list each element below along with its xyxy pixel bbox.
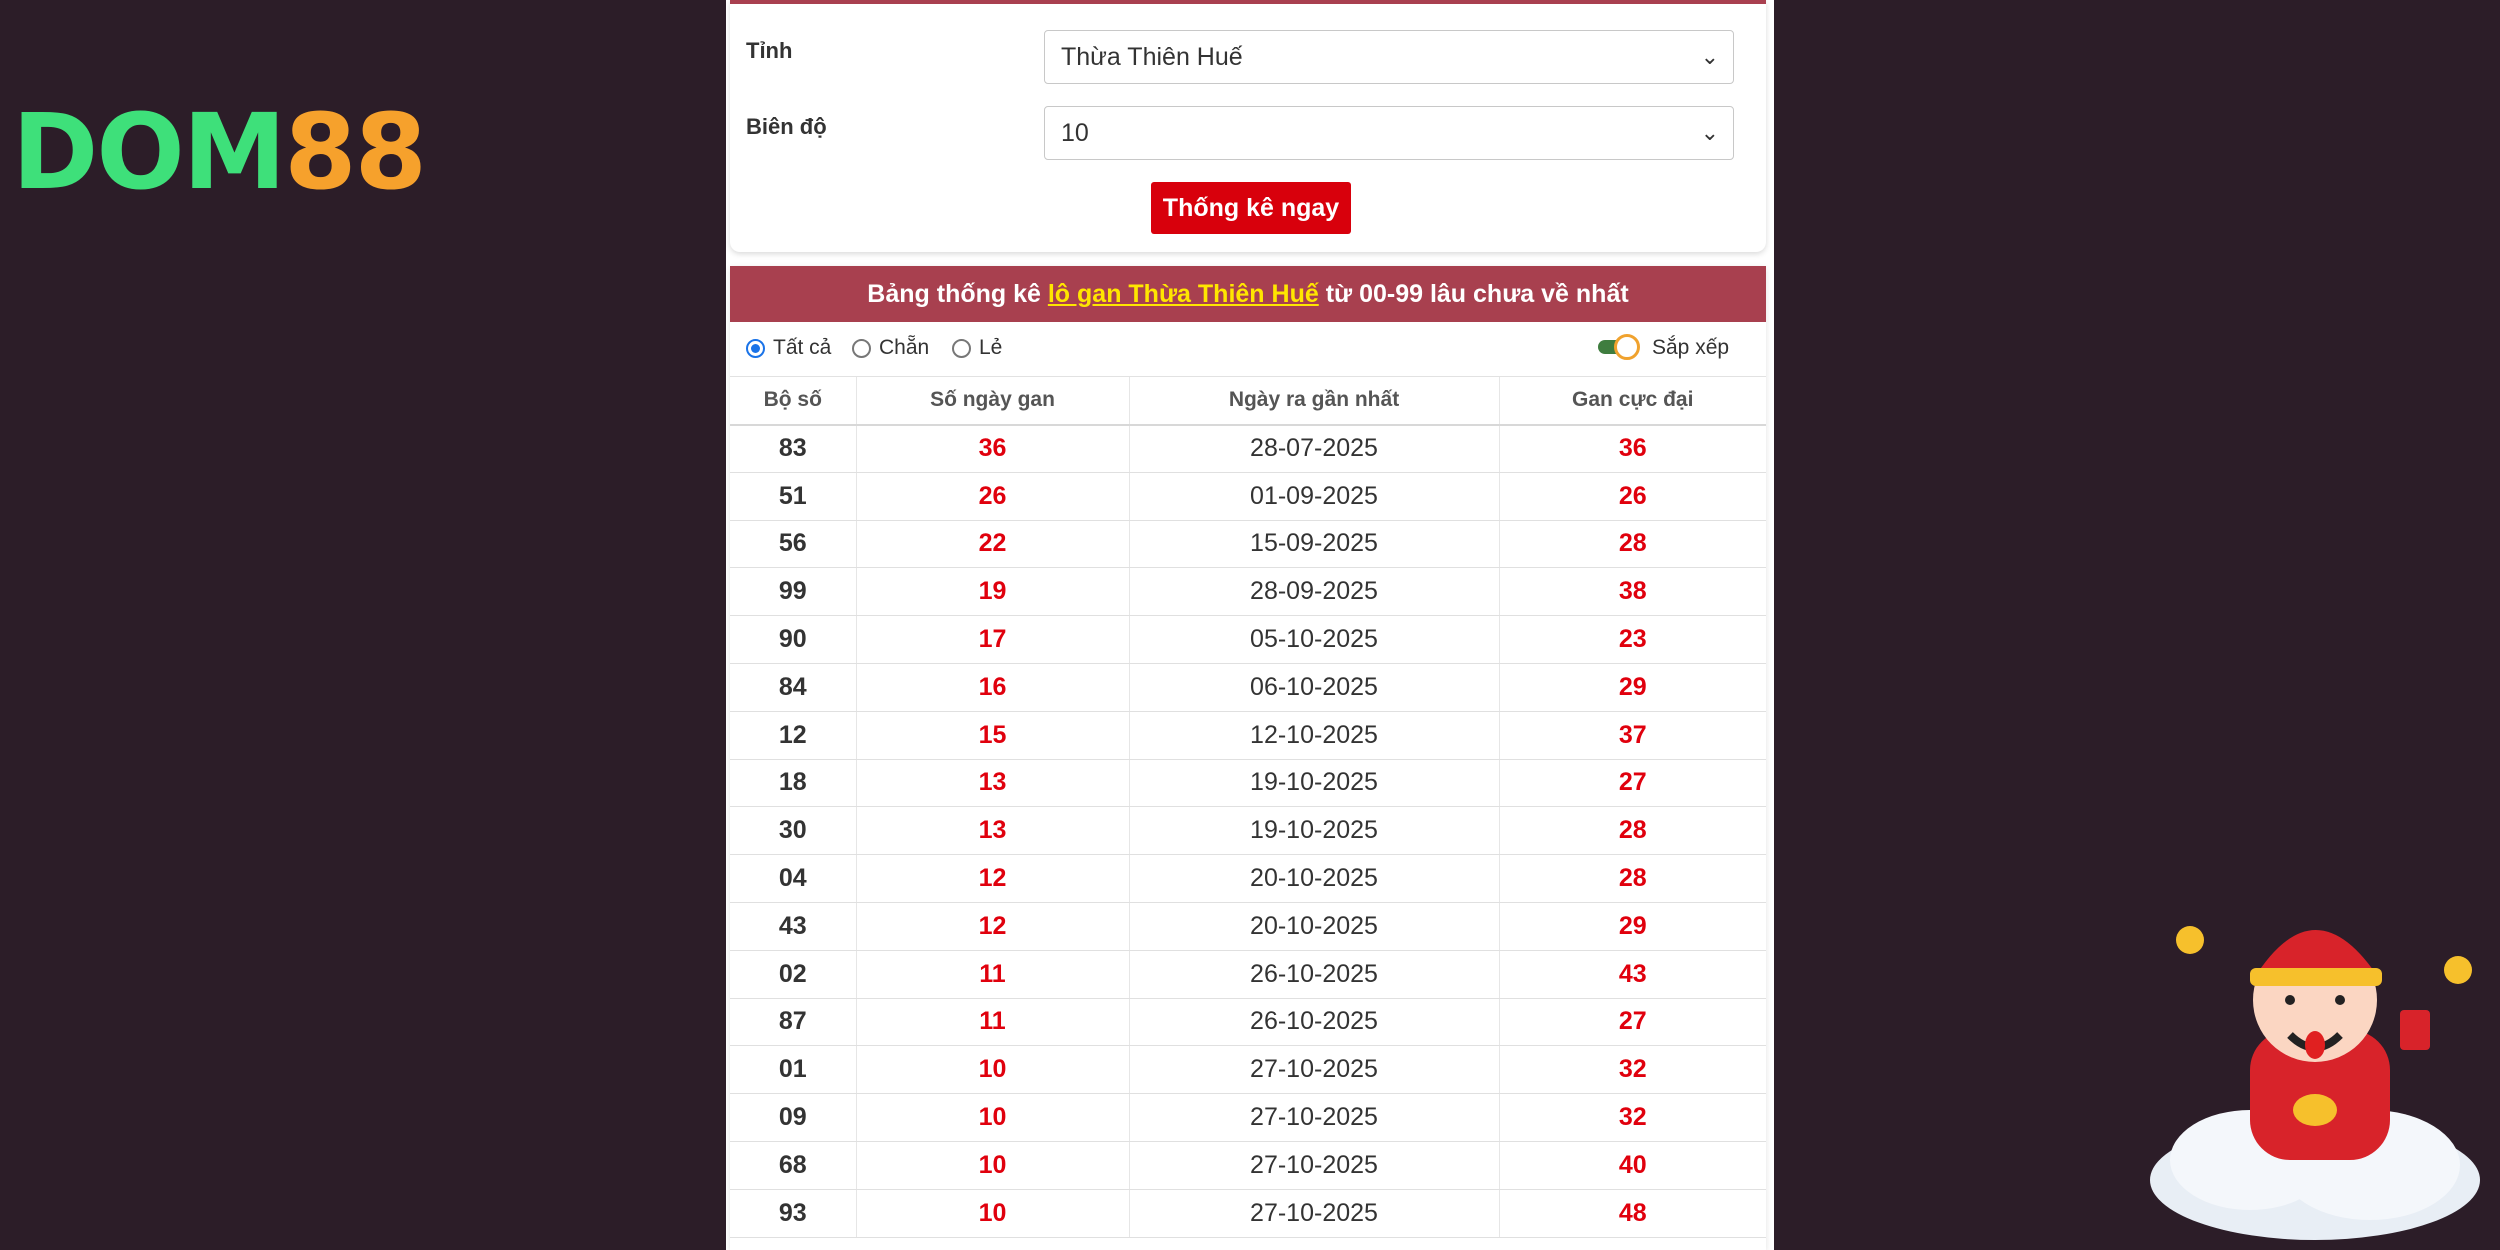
table-row xyxy=(730,663,1766,711)
table-row xyxy=(730,1094,1766,1142)
sort-label: Sắp xếp xyxy=(1652,336,1730,359)
cell-days-gan: 12 xyxy=(856,902,1129,950)
table-row xyxy=(730,950,1766,998)
cell-days-gan: 12 xyxy=(856,855,1129,903)
filter-bar xyxy=(730,322,1766,376)
province-select-value: Thừa Thiên Huế xyxy=(1061,43,1243,71)
cell-number: 56 xyxy=(730,520,856,568)
logo-text-dom: DOM xyxy=(12,91,285,213)
table-row xyxy=(730,1141,1766,1189)
table-row xyxy=(730,472,1766,520)
cell-last-date: 06-10-2025 xyxy=(1129,663,1499,711)
cell-last-date: 27-10-2025 xyxy=(1129,1046,1499,1094)
cell-last-date: 26-10-2025 xyxy=(1129,950,1499,998)
cell-days-gan: 13 xyxy=(856,807,1129,855)
table-title-prefix: Bảng thống kê xyxy=(867,280,1048,308)
cell-max-gan: 38 xyxy=(1499,568,1766,616)
table-row xyxy=(730,759,1766,807)
filter-all-label: Tất cả xyxy=(773,336,832,359)
header-last-date: Ngày ra gần nhất xyxy=(1129,377,1499,425)
filter-even-radio[interactable] xyxy=(852,336,929,360)
cell-number: 30 xyxy=(730,807,856,855)
table-row xyxy=(730,1189,1766,1237)
province-select[interactable] xyxy=(1044,30,1734,84)
cell-days-gan: 16 xyxy=(856,663,1129,711)
table-title-suffix: từ 00-99 lâu chưa về nhất xyxy=(1318,280,1629,308)
cell-max-gan: 26 xyxy=(1499,472,1766,520)
cell-max-gan: 37 xyxy=(1499,711,1766,759)
table-row xyxy=(730,855,1766,903)
cell-days-gan: 19 xyxy=(856,568,1129,616)
cell-days-gan: 17 xyxy=(856,616,1129,664)
cell-last-date: 15-09-2025 xyxy=(1129,520,1499,568)
sort-toggle[interactable] xyxy=(1598,334,1640,360)
cell-last-date: 27-10-2025 xyxy=(1129,1094,1499,1142)
table-row xyxy=(730,998,1766,1046)
toggle-knob xyxy=(1614,334,1640,360)
stats-table xyxy=(730,376,1766,1238)
cell-number: 01 xyxy=(730,1046,856,1094)
table-row xyxy=(730,807,1766,855)
table-row xyxy=(730,1046,1766,1094)
filter-all-radio[interactable] xyxy=(746,336,831,360)
cell-number: 68 xyxy=(730,1141,856,1189)
cell-max-gan: 43 xyxy=(1499,950,1766,998)
header-days-gan: Số ngày gan xyxy=(856,377,1129,425)
cell-days-gan: 10 xyxy=(856,1141,1129,1189)
cell-max-gan: 32 xyxy=(1499,1094,1766,1142)
cell-last-date: 28-07-2025 xyxy=(1129,425,1499,473)
submit-stats-button[interactable]: Thống kê ngay xyxy=(1151,182,1351,234)
range-select[interactable] xyxy=(1044,106,1734,160)
cell-number: 04 xyxy=(730,855,856,903)
cell-days-gan: 10 xyxy=(856,1046,1129,1094)
cell-last-date: 26-10-2025 xyxy=(1129,998,1499,1046)
cell-last-date: 01-09-2025 xyxy=(1129,472,1499,520)
cell-days-gan: 26 xyxy=(856,472,1129,520)
radio-dot xyxy=(852,339,871,358)
header-number: Bộ số xyxy=(730,377,856,425)
filter-form xyxy=(730,0,1766,252)
brand-logo xyxy=(12,91,425,213)
cell-number: 99 xyxy=(730,568,856,616)
cell-last-date: 19-10-2025 xyxy=(1129,759,1499,807)
table-row xyxy=(730,520,1766,568)
cell-last-date: 20-10-2025 xyxy=(1129,902,1499,950)
cell-days-gan: 36 xyxy=(856,425,1129,473)
cell-last-date: 05-10-2025 xyxy=(1129,616,1499,664)
table-row xyxy=(730,616,1766,664)
cell-number: 02 xyxy=(730,950,856,998)
table-row xyxy=(730,711,1766,759)
filter-odd-label: Lẻ xyxy=(979,336,1003,359)
table-title-link[interactable]: lô gan Thừa Thiên Huế xyxy=(1047,280,1319,308)
radio-dot xyxy=(952,339,971,358)
cell-last-date: 27-10-2025 xyxy=(1129,1141,1499,1189)
cell-number: 87 xyxy=(730,998,856,1046)
table-header-row xyxy=(730,377,1766,425)
cell-number: 09 xyxy=(730,1094,856,1142)
cell-max-gan: 27 xyxy=(1499,759,1766,807)
cell-last-date: 20-10-2025 xyxy=(1129,855,1499,903)
cell-max-gan: 28 xyxy=(1499,807,1766,855)
cell-days-gan: 11 xyxy=(856,950,1129,998)
table-row xyxy=(730,568,1766,616)
range-label: Biên độ xyxy=(746,114,827,139)
cell-max-gan: 28 xyxy=(1499,520,1766,568)
chevron-down-icon: ⌄ xyxy=(1700,44,1719,69)
table-title xyxy=(730,266,1766,322)
cell-max-gan: 29 xyxy=(1499,663,1766,711)
cell-number: 84 xyxy=(730,663,856,711)
chevron-down-icon: ⌄ xyxy=(1700,120,1719,145)
cell-max-gan: 27 xyxy=(1499,998,1766,1046)
logo-text-88: 88 xyxy=(284,91,425,213)
cell-max-gan: 40 xyxy=(1499,1141,1766,1189)
cell-number: 83 xyxy=(730,425,856,473)
table-row xyxy=(730,902,1766,950)
lottery-stats-panel xyxy=(726,0,1774,1250)
cell-days-gan: 13 xyxy=(856,759,1129,807)
cell-max-gan: 48 xyxy=(1499,1189,1766,1237)
god-of-wealth-mascot-icon xyxy=(2140,860,2490,1250)
cell-max-gan: 28 xyxy=(1499,855,1766,903)
cell-last-date: 28-09-2025 xyxy=(1129,568,1499,616)
filter-odd-radio[interactable] xyxy=(952,336,1002,360)
cell-number: 12 xyxy=(730,711,856,759)
cell-max-gan: 29 xyxy=(1499,902,1766,950)
cell-days-gan: 10 xyxy=(856,1189,1129,1237)
cell-number: 43 xyxy=(730,902,856,950)
cell-number: 90 xyxy=(730,616,856,664)
cell-last-date: 19-10-2025 xyxy=(1129,807,1499,855)
stats-table-card xyxy=(730,266,1766,1250)
cell-number: 51 xyxy=(730,472,856,520)
filter-even-label: Chẵn xyxy=(879,336,930,359)
cell-days-gan: 22 xyxy=(856,520,1129,568)
cell-days-gan: 15 xyxy=(856,711,1129,759)
header-max-gan: Gan cực đại xyxy=(1499,377,1766,425)
radio-dot xyxy=(746,339,765,358)
cell-max-gan: 23 xyxy=(1499,616,1766,664)
cell-max-gan: 36 xyxy=(1499,425,1766,473)
cell-max-gan: 32 xyxy=(1499,1046,1766,1094)
cell-days-gan: 10 xyxy=(856,1094,1129,1142)
cell-last-date: 12-10-2025 xyxy=(1129,711,1499,759)
table-row xyxy=(730,425,1766,473)
province-label: Tỉnh xyxy=(746,38,793,63)
cell-number: 93 xyxy=(730,1189,856,1237)
range-select-value: 10 xyxy=(1061,119,1089,147)
cell-number: 18 xyxy=(730,759,856,807)
cell-last-date: 27-10-2025 xyxy=(1129,1189,1499,1237)
cell-days-gan: 11 xyxy=(856,998,1129,1046)
